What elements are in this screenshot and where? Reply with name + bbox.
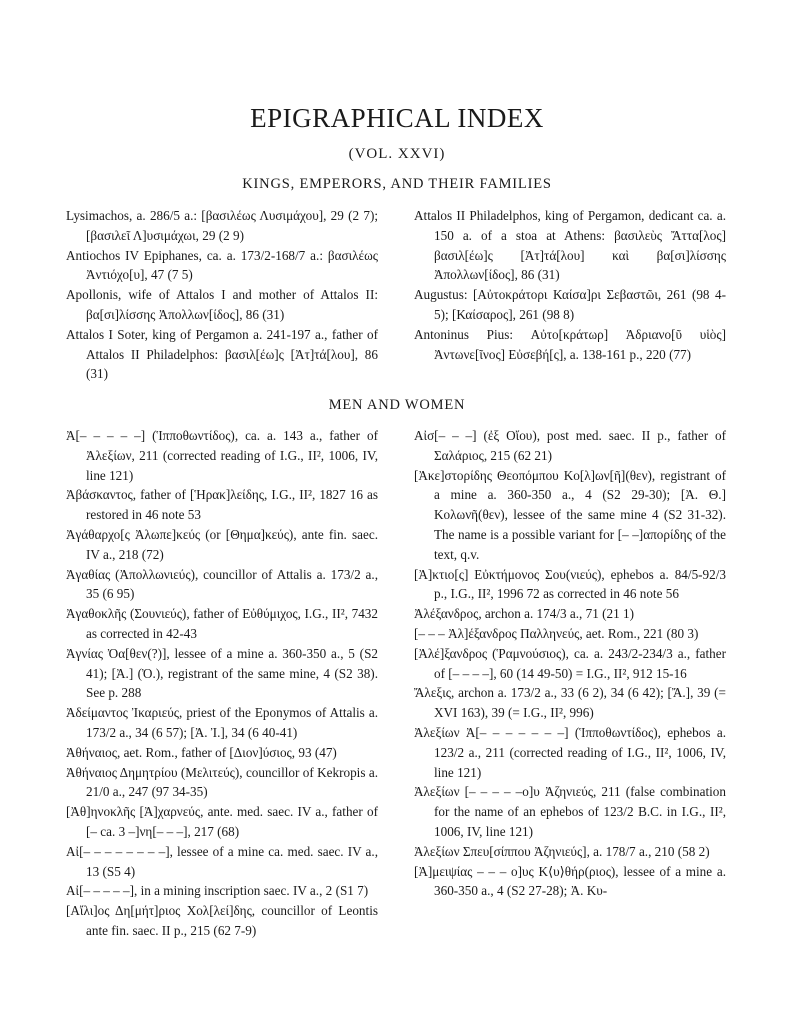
index-entry: Ἀβάσκαντος, father of [Ἡρακ]λείδης, I.G., II², 1827 16 as restored in 46 note 53 (66, 487, 378, 523)
index-entry: Ἄλεξις, archon a. 173/2 a., 33 (6 2), 34 (6 42); [Ἄ.], 39 (= XVI 163), 39 (= I.G., II², 996) (414, 685, 726, 721)
volume-label: (VOL. XXVI) (348, 146, 446, 162)
index-entry: Ἀγάθαρχο[ς Ἀλωπε]κεύς (or [Θημα]κεύς), ante fin. saec. IV a., 218 (72) (66, 526, 378, 562)
index-entry: Ἀδείμαντος Ἰκαριεύς, priest of the Eponymos of Attalis a. 173/2 a., 34 (6 57); [Ἀ. Ἰ.], 34 (6 40-41) (66, 705, 378, 740)
index-entry: Apollonis, wife of Attalos I and mother of Attalos II: βα[σι]λίσσης Ἀπολλων[ίδος], 86 (31) (66, 287, 378, 322)
index-entry: Ἀγαθοκλῆς (Σουνιεύς), father of Εὐθύμιχος, I.G., II², 7432 as corrected in 42-43 (66, 606, 378, 641)
index-entry: Ἀλεξίων [– – – – –ο]υ Ἀζηνιεύς, 211 (false combination for the name of an ephebos of 123/2 B.C. in I.G., II², 1006, IV, line 121) (414, 784, 726, 839)
kings-right-column (414, 206, 726, 364)
index-entry: [Ἀλέ]ξανδρος (Ῥαμνούσιος), ca. a. 243/2-234/3 a., father of [– – – –], 60 (14 49-50) = I.G., II², 912 15-16 (414, 645, 726, 681)
index-entry: Αἰσ[– – –] (ἐξ Οἴου), post med. saec. II p., father of Σαλάριος, 215 (62 21) (414, 428, 726, 463)
section-heading-men: MEN AND WOMEN (328, 397, 466, 413)
index-entry: Lysimachos, a. 286/5 a.: [βασιλέως Λυσιμάχου], 29 (2 7); [βασιλεῖ Λ]υσιμάχωι, 29 (2 9) (66, 208, 378, 243)
index-entry: Augustus: [Αὐτοκράτορι Καίσα]ρι Σεβαστῶι, 261 (98 4-5); [Καίσαρος], 261 (98 8) (414, 287, 726, 322)
index-entry: Ἀθήναιος Δημητρίου (Μελιτεύς), councillor of Kekropis a. 21/0 a., 247 (97 34-35) (66, 764, 378, 800)
men-left-column (66, 426, 378, 941)
section-heading-kings: KINGS, EMPERORS, AND THEIR FAMILIES (242, 176, 552, 192)
index-entry: [Ἀ]κτιο[ς] Εὐκτήμονος Σου(νιεύς), ephebos a. 84/5-92/3 p., I.G., II², 1996 72 as corrected in 46 note 56 (414, 566, 726, 602)
men-right-column (414, 426, 726, 901)
index-entry: Antiochos IV Epiphanes, ca. a. 173/2-168/7 a.: βασιλέως Ἀντιόχο[υ], 47 (7 5) (66, 247, 378, 283)
index-entry: Antoninus Pius: Αὐτο[κράτωρ] Ἁδριανο[ῦ υἱὸς] Ἀντωνε[ῖνος] Εὐσεβή[ς], a. 138-161 p., 220 (77) (414, 326, 726, 362)
index-entry: [Ἀθ]ηνοκλῆς [Ἀ]χαρνεύς, ante. med. saec. IV a., father of [– ca. 3 –]νη[– – –], 217 (68) (66, 804, 378, 839)
index-entry: Αἰ[– – – – – – – –], lessee of a mine ca. med. saec. IV a., 13 (S5 4) (66, 843, 378, 879)
index-entry: Attalos I Soter, king of Pergamon a. 241-197 a., father of Attalos II Philadelphos: βασιλ[έω]ς [Ἀτ]τά[λου], 86 (31) (66, 326, 378, 382)
index-entry: [Αἴλι]ος Δη[μήτ]ριος Χολ[λεί]δης, councillor of Leontis ante fin. saec. II p., 215 (62 7-9) (66, 903, 378, 938)
index-entry: Attalos II Philadelphos, king of Pergamon, dedicant ca. a. 150 a. of a stoa at Athens: βασιλεὺς Ἄττα[λος] βασιλ[έω]ς [Ἀτ]τά[λου] καὶ βα[σι]λίσσης Ἀπολλων[ίδος], 86 (31) (414, 208, 726, 283)
index-entry: Ἀλεξίων Ἀ[– – – – – – –] (Ἱπποθωντίδος), ephebos a. 123/2 a., 211 (corrected reading of I.G., II², 1006, IV, line 121) (414, 724, 726, 780)
index-entry: Ἀλέξανδρος, archon a. 174/3 a., 71 (21 1) (414, 606, 634, 622)
index-entry: Ἀγαθίας (Ἀπολλωνιεύς), councillor of Attalis a. 173/2 a., 35 (6 95) (66, 566, 378, 602)
index-entry: Αἰ[– – – – –], in a mining inscription saec. IV a., 2 (S1 7) (66, 883, 369, 899)
index-entry: [Ἀ]μειψίας – – – ο]υς Κ⟨υ⟩θήρ(ριος), lessee of a mine a. 360-350 a., 4 (S2 27-28); Ἀ. Κυ- (414, 863, 726, 899)
index-entry: [Ἀκε]στορίδης Θεοπόμπου Κο[λ]ων[ῆ](θεν), registrant of a mine a. 360-350 a., 4 (S2 29-30); [Ἀ. Θ.] Κολωνῆ(θεν), lessee of the same mine 4 (S2 31-32). The name is a possible variant for [– –]απορίδης of the text, q.v. (414, 467, 726, 562)
index-entry: Ἀθήναιος, aet. Rom., father of [Διον]ύσιος, 93 (47) (66, 744, 337, 760)
index-entry: Ἀ[– – – – –] (Ἱπποθωντίδος), ca. a. 143 a., father of Ἀλεξίων, 211 (corrected reading of I.G., II², 1006, IV, line 121) (66, 428, 378, 483)
page-title: EPIGRAPHICAL INDEX (250, 103, 544, 133)
index-entry: [– – – Ἀλ]έξανδρος Παλληνεύς, aet. Rom., 221 (80 3) (414, 625, 699, 641)
kings-left-column (66, 206, 378, 384)
index-entry: Ἀλεξίων Σπευ[σίππου Ἀζηνιεύς], a. 178/7 a., 210 (58 2) (414, 843, 710, 859)
index-entry: Ἀγνίας Ὀα[θεν(?)], lessee of a mine a. 360-350 a., 5 (S2 41); [Ἀ.] (Ὀ.), registrant of the same mine, 4 (S2 38). See p. 288 (66, 645, 378, 701)
